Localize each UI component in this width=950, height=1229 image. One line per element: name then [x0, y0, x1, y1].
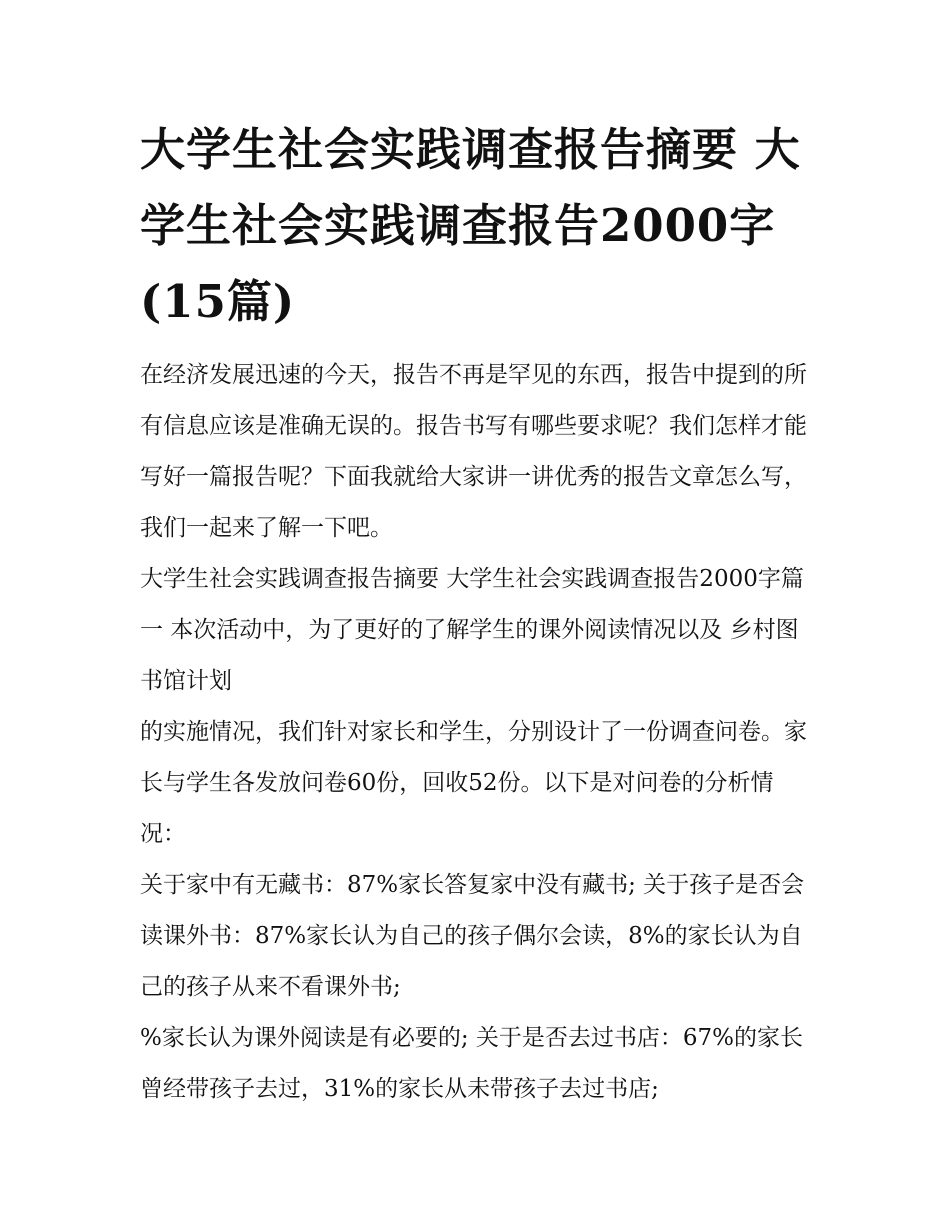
body-paragraph-3: 关于家中有无藏书：87%家长答复家中没有藏书; 关于孩子是否会读课外书：87%家长认为自己的孩子偶尔会读，8%的家长认为自己的孩子从来不看课外书;: [140, 872, 805, 1000]
document-title: 大学生社会实践调查报告摘要 大学生社会实践调查报告2000字(15篇): [140, 123, 801, 328]
body-paragraph-1: 大学生社会实践调查报告摘要 大学生社会实践调查报告2000字篇一 本次活动中，为了更好的了解学生的课外阅读情况以及 乡村图书馆计划: [140, 566, 804, 694]
document-page: [140, 112, 820, 1115]
body-paragraph-4: %家长认为课外阅读是有必要的; 关于是否去过书店：67%的家长曾经带孩子去过，31%的家长从未带孩子去过书店;: [140, 1025, 804, 1102]
intro-paragraph: 在经济发展迅速的今天，报告不再是罕见的东西，报告中提到的所有信息应该是准确无误的。报告书写有哪些要求呢？我们怎样才能写好一篇报告呢？下面我就给大家讲一讲优秀的报告文章怎么写，我们一起来了解一下吧。: [140, 362, 807, 541]
body-paragraph-2: 的实施情况，我们针对家长和学生，分别设计了一份调查问卷。家长与学生各发放问卷60份，回收52份。以下是对问卷的分析情况：: [140, 719, 807, 847]
